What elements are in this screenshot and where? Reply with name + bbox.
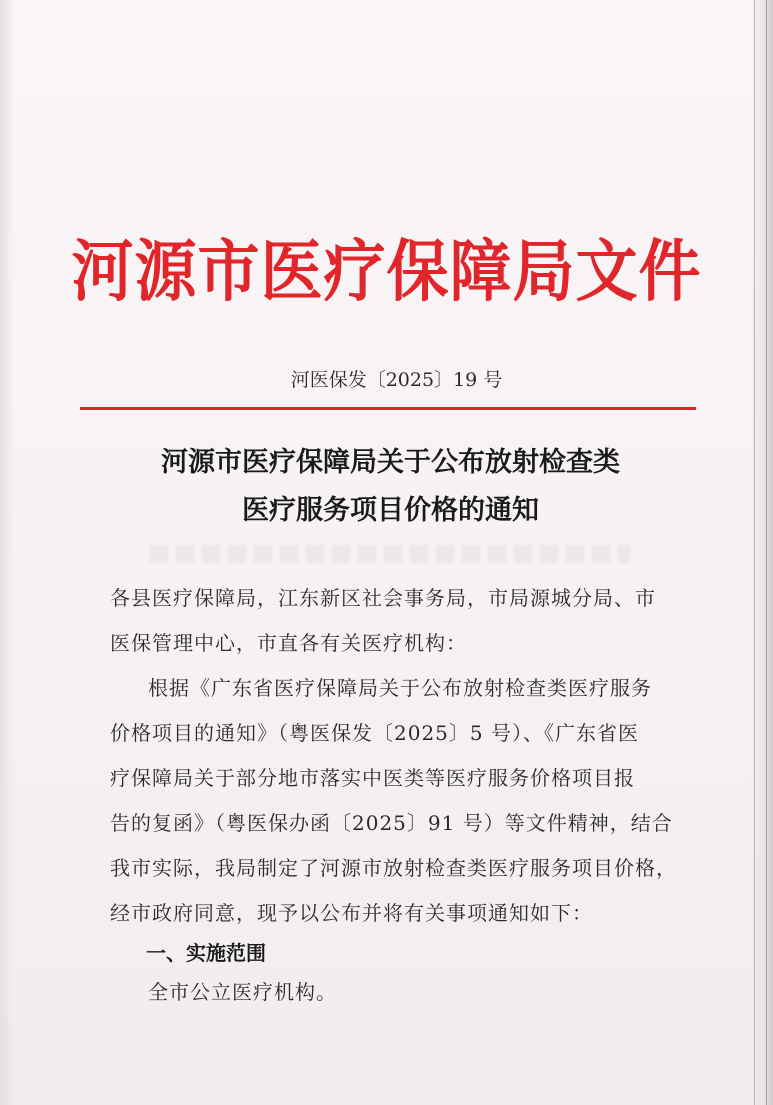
document-number: 河医保发〔2025〕19 号 [290, 369, 503, 391]
scan-edge-line-outer [766, 0, 767, 1105]
section-1-text: 全市公立医疗机构。 [148, 980, 337, 1004]
recipients-line-2: 医保管理中心，市直各有关医疗机构： [110, 631, 467, 655]
reverse-side-bleed-through [150, 545, 630, 563]
recipients-line-1: 各县医疗保障局，江东新区社会事务局，市局源城分局、市 [110, 586, 656, 610]
paragraph-1-line-2: 价格项目的通知》（粤医保发〔2025〕5 号）、《广东省医 [110, 721, 639, 745]
section-1-heading: 一、实施范围 [146, 941, 266, 965]
issuer-header-title: 河源市医疗保障局文件 [71, 232, 702, 311]
paragraph-1-line-6: 经市政府同意，现予以公布并将有关事项通知如下： [110, 901, 593, 925]
header-red-divider [80, 407, 696, 410]
document-title-line-1: 河源市医疗保障局关于公布放射检查类 [161, 447, 620, 478]
document-title-line-2: 医疗服务项目价格的通知 [242, 495, 539, 526]
paragraph-1-line-3: 疗保障局关于部分地市落实中医类等医疗服务价格项目报 [110, 766, 635, 790]
scan-edge-left [0, 0, 14, 1105]
scan-edge-line [754, 0, 755, 1105]
paragraph-1-line-4: 告的复函》（粤医保办函〔2025〕91 号）等文件精神，结合 [110, 811, 673, 835]
paragraph-1-line-1: 根据《广东省医疗保障局关于公布放射检查类医疗服务 [148, 676, 652, 700]
paragraph-1-line-5: 我市实际，我局制定了河源市放射检查类医疗服务项目价格， [110, 856, 677, 880]
